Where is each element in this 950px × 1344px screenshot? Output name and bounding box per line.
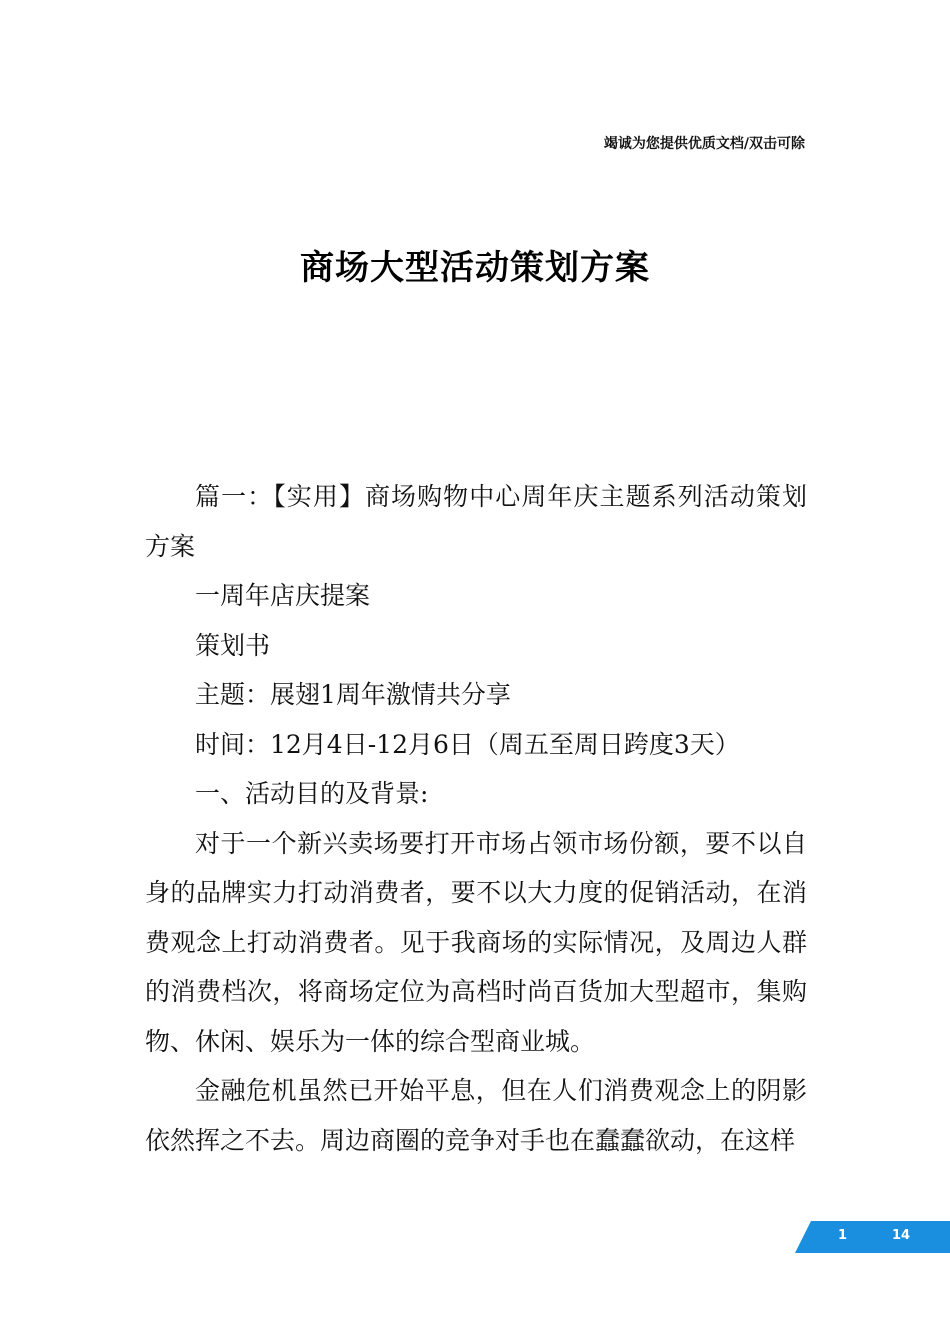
paragraph: 一、活动目的及背景: <box>195 779 429 808</box>
document-title: 商场大型活动策划方案 <box>300 248 650 288</box>
paragraph: 时间：12月4日-12月6日（周五至周日跨度3天） <box>195 729 740 759</box>
paragraph: 主题：展翅1周年激情共分享 <box>195 680 511 709</box>
paragraph: 策划书 <box>195 630 271 660</box>
paragraph: 一周年店庆提案 <box>195 581 371 610</box>
header-note: 竭诚为您提供优质文档/双击可除 <box>603 136 805 152</box>
total-page-count: 14 <box>892 1228 911 1243</box>
document-body <box>145 472 807 1165</box>
page-badge-shape <box>795 1221 950 1253</box>
paragraph: 篇一：【实用】商场购物中心周年庆主题系列活动策划方案 <box>145 482 807 561</box>
paragraph: 对于一个新兴卖场要打开市场占领市场份额，要不以自身的品牌实力打动消费者，要不以大力度的促销活动，在消费观念上打动消费者。见于我商场的实际情况，及周边人群的消费档次，将商场定位为高档时尚百货加大型超市，集购物、休闲、娱乐为一体的综合型商业城。 <box>145 828 807 1056</box>
paragraph: 金融危机虽然已开始平息，但在人们消费观念上的阴影依然挥之不去。周边商圈的竞争对手也在蠢蠢欲动，在这样 <box>145 1076 807 1155</box>
current-page-number: 1 <box>838 1228 848 1243</box>
page-number-badge <box>795 1221 950 1253</box>
